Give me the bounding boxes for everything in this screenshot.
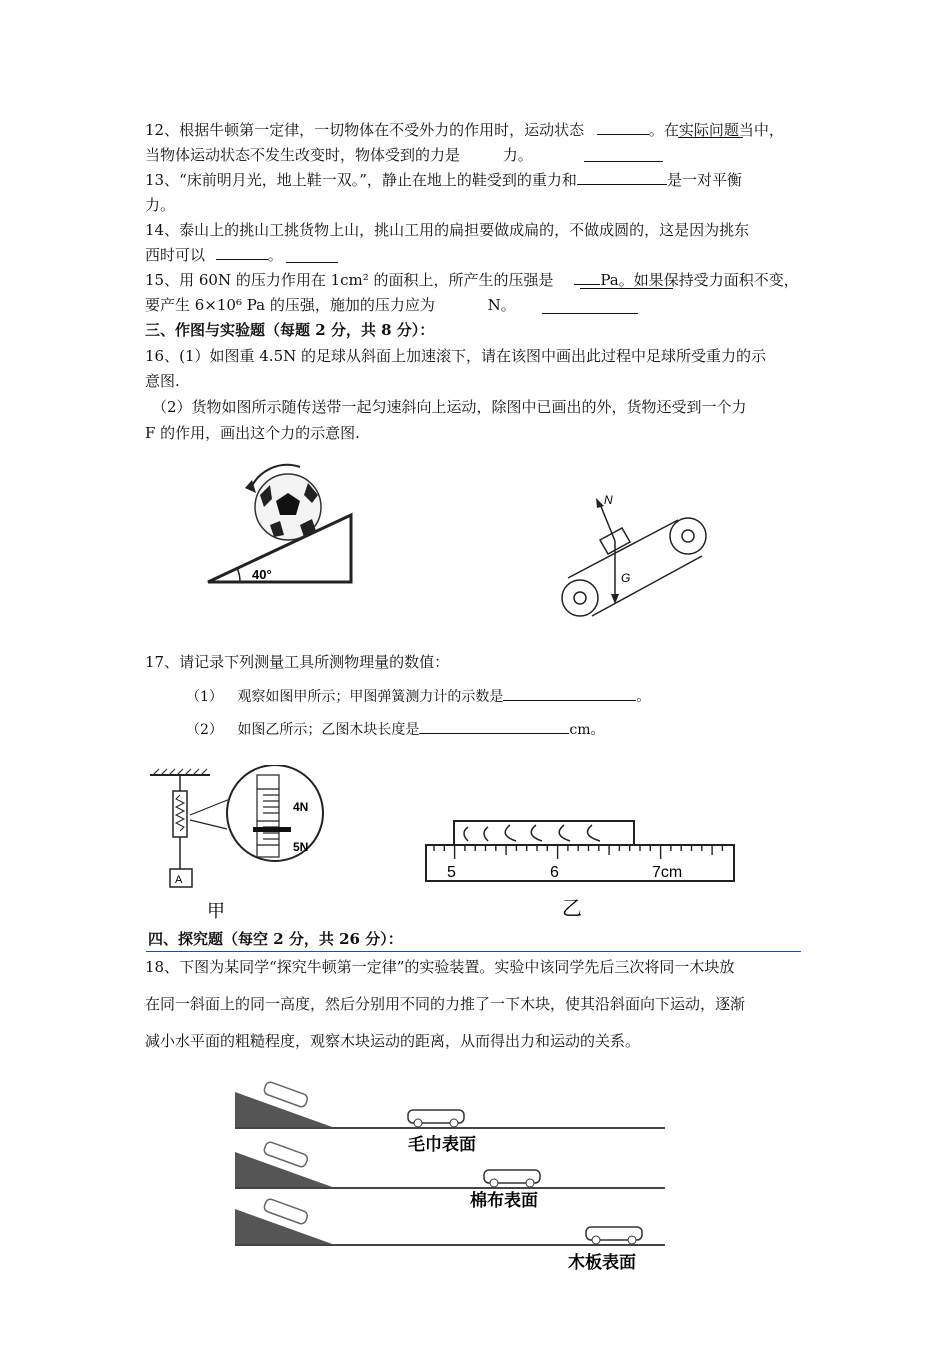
spring-scale-figure[interactable] — [145, 765, 345, 925]
q12-text: 12、根据牛顿第一定律，一切物体在不受外力的作用时，运动状态 — [145, 121, 585, 139]
q13-text: 13、“床前明月光，地上鞋一双。”，静止在地上的鞋受到的重力和 — [145, 171, 577, 189]
q14-line1: 14、泰山上的挑山工挑货物上山，挑山工用的扁担要做成扁的，不做成圆的，这是因为挑东 — [145, 221, 750, 239]
normal-force-arrowhead — [596, 498, 604, 508]
q15-blank-2[interactable] — [542, 313, 638, 314]
ruler-label-6: 6 — [550, 864, 559, 881]
figure-label-jia: 甲 — [207, 901, 225, 921]
scale-body — [173, 791, 187, 837]
track-towel — [235, 1081, 665, 1154]
surface-label-towel: 毛巾表面 — [408, 1135, 476, 1154]
incline-ball-figure[interactable] — [200, 455, 365, 590]
ruler-body — [426, 845, 734, 881]
q12-line2 — [145, 145, 533, 165]
q13-line1 — [145, 170, 742, 190]
q17-2-blank[interactable] — [419, 719, 569, 734]
q12-text-2: 当物体运动状态不发生改变时，物体受到的力是 — [145, 146, 461, 164]
gravity-label: G — [621, 571, 631, 585]
q13-line2: 力。 — [145, 196, 176, 214]
wood-block — [454, 821, 634, 845]
scale-pointer — [253, 827, 291, 832]
q12-blank-2[interactable] — [584, 161, 663, 162]
q18-line3: 减小水平面的粗糙程度，观察木块运动的距离，从而得出力和运动的关系。 — [145, 1032, 641, 1050]
belt-bottom — [592, 556, 702, 616]
q12-text-2-end: 力。 — [502, 146, 533, 164]
roller-left — [562, 580, 598, 616]
surfaces-figure[interactable] — [230, 1080, 675, 1275]
ruler-figure[interactable] — [420, 815, 740, 920]
q15-text-end: Pa。如果保持受力面积不变， — [600, 271, 799, 289]
q16-line4: F 的作用，画出这个力的示意图. — [145, 424, 360, 442]
section3-heading: 三、作图与实验题（每题 2 分，共 8 分）： — [145, 321, 435, 339]
underline-rule — [678, 137, 743, 138]
roller-right — [670, 518, 706, 554]
q15-blank-1[interactable] — [574, 270, 600, 285]
q16-line3: （2）货物如图所示随传送带一起匀速斜向上运动，除图中已画出的外，货物还受到一个力 — [152, 398, 747, 416]
underline-rule — [580, 288, 673, 289]
figure-label-yi: 乙 — [562, 898, 582, 920]
q15-text: 15、用 60N 的压力作用在 1cm² 的面积上，所产生的压强是 — [145, 271, 554, 289]
q17-2-end: cm。 — [569, 722, 605, 738]
q17-title: 17、请记录下列测量工具所测物理量的数值： — [145, 653, 450, 671]
scale-label-4n: 4N — [293, 800, 309, 814]
angle-label: 40° — [252, 567, 272, 582]
q14-text: 西时可以 — [145, 246, 206, 264]
callout-line-1 — [190, 799, 230, 815]
q16-line1: 16、(1）如图重 4.5N 的足球从斜面上加速滚下，请在该图中画出此过程中足球所受重力的示 — [145, 347, 767, 365]
football — [255, 474, 321, 540]
q17-2-text: 如图乙所示；乙图木块长度是 — [237, 722, 420, 738]
normal-force-label: N — [604, 493, 613, 507]
q17-1 — [186, 686, 650, 707]
q18-line1: 18、下图为某同学“探究牛顿第一定律”的实验装置。实验中该同学先后三次将同一木块放 — [145, 958, 735, 976]
q12-text-end: 。在实际问题当中， — [648, 121, 784, 139]
q13-text-end: 是一对平衡 — [666, 171, 742, 189]
ruler-label-7cm: 7cm — [652, 864, 683, 881]
underline-rule — [286, 262, 338, 263]
angle-arc — [237, 568, 240, 582]
section-divider — [146, 951, 801, 952]
section4-heading: 四、探究题（每空 2 分，共 26 分）： — [148, 930, 403, 948]
q15-line2 — [145, 295, 516, 315]
surface-label-wood: 木板表面 — [568, 1253, 636, 1272]
q17-2-num: （2） — [186, 722, 223, 738]
scale-label-5n: 5N — [293, 840, 309, 854]
q13-blank[interactable] — [577, 170, 667, 185]
q12-blank-1[interactable] — [597, 120, 649, 135]
q15-line1 — [145, 270, 799, 290]
conveyor-figure[interactable] — [560, 490, 715, 620]
track-wood — [235, 1198, 665, 1272]
q16-line2: 意图. — [145, 372, 180, 390]
q14-line2 — [145, 245, 283, 265]
q17-1-text: 观察如图甲所示；甲图弹簧测力计的示数是 — [237, 689, 504, 705]
q17-2 — [186, 719, 605, 740]
block-a-label: A — [175, 874, 183, 886]
surface-label-cotton: 棉布表面 — [470, 1191, 538, 1210]
q17-1-num: （1） — [186, 689, 223, 705]
q14-text-end: 。 — [267, 246, 283, 264]
q14-blank[interactable] — [216, 245, 268, 260]
callout-line-2 — [190, 820, 227, 829]
q15-text-2-end: N。 — [487, 296, 516, 314]
ruler-label-5: 5 — [447, 864, 456, 881]
q18-line2: 在同一斜面上的同一高度，然后分别用不同的力推了一下木块，使其沿斜面向下运动，逐渐 — [145, 995, 746, 1013]
q17-1-end: 。 — [636, 689, 651, 705]
q15-text-2: 要产生 6×10⁶ Pa 的压强，施加的压力应为 — [145, 296, 435, 314]
q17-1-blank[interactable] — [503, 686, 636, 701]
